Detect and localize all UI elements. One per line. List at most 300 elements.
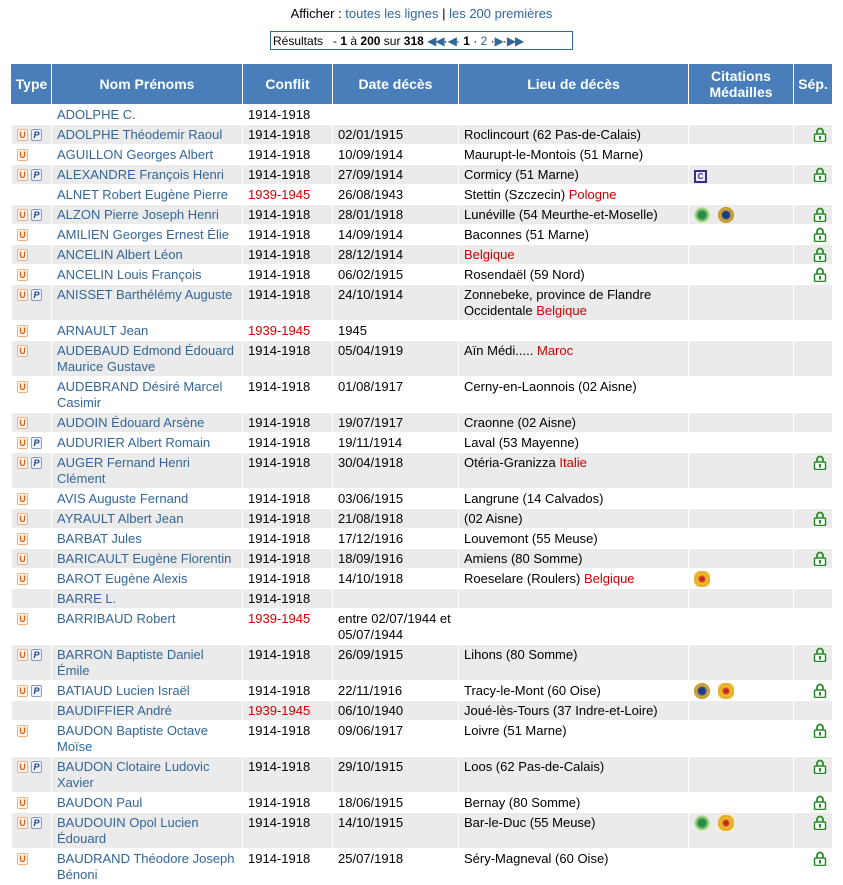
name-cell[interactable] — [52, 489, 243, 509]
all-lines-link[interactable]: toutes les lignes — [345, 6, 439, 21]
u-badge-icon[interactable]: U — [17, 345, 28, 357]
p-badge-icon[interactable]: P — [31, 169, 42, 181]
place-cell — [459, 377, 689, 413]
grave-icon[interactable] — [813, 683, 827, 698]
name-cell[interactable] — [52, 681, 243, 701]
grave-icon[interactable] — [813, 247, 827, 262]
table-row — [12, 433, 833, 453]
citation-icon[interactable]: C — [694, 170, 707, 183]
table-row — [12, 813, 833, 849]
prev-page-icon[interactable]: ◀ — [447, 34, 456, 48]
sep-cell — [794, 849, 833, 885]
conflict-value: 1914-1918 — [248, 531, 311, 546]
u-badge-icon[interactable]: U — [17, 209, 28, 221]
date-cell — [333, 165, 459, 185]
next-page-icon[interactable]: ▶ — [494, 34, 503, 48]
date-cell — [333, 245, 459, 265]
death-place: Langrune (14 Calvados) — [464, 491, 604, 506]
grave-icon[interactable] — [813, 267, 827, 282]
name-cell[interactable] — [52, 793, 243, 813]
u-badge-icon[interactable]: U — [17, 169, 28, 181]
conflict-value: 1914-1918 — [248, 455, 311, 470]
p-badge-icon[interactable]: P — [31, 761, 42, 773]
sep-cell — [794, 549, 833, 569]
death-place: Loos (62 Pas-de-Calais) — [464, 759, 605, 774]
grave-icon[interactable] — [813, 127, 827, 142]
croix-de-guerre-icon[interactable] — [694, 207, 710, 223]
u-badge-icon[interactable]: U — [17, 249, 28, 261]
conflict-value: 1939-1945 — [248, 323, 311, 338]
medals-cell — [689, 701, 794, 721]
place-cell — [459, 225, 689, 245]
p-badge-icon[interactable]: P — [31, 685, 42, 697]
name-cell[interactable] — [52, 589, 243, 609]
death-date: 18/09/1916 — [338, 551, 404, 566]
u-badge-icon[interactable]: U — [17, 533, 28, 545]
sep-cell — [794, 185, 833, 205]
death-country: Belgique — [536, 303, 587, 318]
u-badge-icon[interactable]: U — [17, 513, 28, 525]
medals-cell — [689, 793, 794, 813]
person-name[interactable]: AGUILLON Georges Albert — [57, 147, 214, 162]
gold-cross-icon[interactable] — [718, 683, 734, 699]
conflict-value: 1914-1918 — [248, 167, 311, 182]
type-cell — [12, 413, 52, 433]
lock-icon — [813, 759, 827, 774]
place-cell — [459, 793, 689, 813]
place-cell — [459, 645, 689, 681]
results-label: Résultats — [273, 34, 324, 48]
table-row — [12, 285, 833, 321]
person-name[interactable]: AMILIEN Georges Ernest Élie — [57, 227, 229, 242]
u-badge-icon[interactable]: U — [17, 613, 28, 625]
col-death-place[interactable]: Lieu de décès — [459, 64, 689, 105]
name-cell[interactable] — [52, 757, 243, 793]
death-place: Laval (53 Mayenne) — [464, 435, 579, 450]
lock-icon — [813, 511, 827, 526]
type-cell — [12, 205, 52, 225]
date-cell — [333, 569, 459, 589]
name-cell[interactable] — [52, 609, 243, 645]
p-badge-icon[interactable]: P — [31, 437, 42, 449]
type-cell — [12, 645, 52, 681]
medals-cell — [689, 285, 794, 321]
medals-cell — [689, 225, 794, 245]
table-row — [12, 125, 833, 145]
person-name[interactable]: BAUDRAND Théodore Joseph Bénoni — [57, 851, 235, 882]
grave-icon[interactable] — [813, 551, 827, 566]
name-cell[interactable] — [52, 145, 243, 165]
date-cell — [333, 321, 459, 341]
death-place: (02 Aisne) — [464, 511, 523, 526]
p-badge-icon[interactable]: P — [31, 817, 42, 829]
grave-icon[interactable] — [813, 167, 827, 182]
conflict-value: 1914-1918 — [248, 591, 311, 606]
place-cell — [459, 245, 689, 265]
date-cell — [333, 721, 459, 757]
death-country: Pologne — [568, 187, 617, 202]
person-name[interactable]: BARBAT Jules — [57, 531, 142, 546]
conflict-value: 1914-1918 — [248, 287, 311, 302]
person-name[interactable]: AUDEBAUD Edmond Édouard Maurice Gustave — [57, 343, 235, 374]
name-cell[interactable] — [52, 701, 243, 721]
type-cell — [12, 509, 52, 529]
place-cell — [459, 757, 689, 793]
sep-cell — [794, 321, 833, 341]
place-cell — [459, 569, 689, 589]
table-row — [12, 529, 833, 549]
conflict-cell — [243, 125, 333, 145]
conflict-value: 1914-1918 — [248, 343, 311, 358]
u-badge-icon[interactable]: U — [17, 269, 28, 281]
u-badge-icon[interactable]: U — [17, 797, 28, 809]
conflict-value: 1914-1918 — [248, 571, 311, 586]
u-badge-icon[interactable]: U — [17, 853, 28, 865]
conflict-value: 1914-1918 — [248, 851, 311, 866]
medals-cell — [689, 681, 794, 701]
death-place: Louvemont (55 Meuse) — [464, 531, 598, 546]
u-badge-icon[interactable]: U — [17, 725, 28, 737]
place-cell — [459, 205, 689, 225]
grave-icon[interactable] — [813, 511, 827, 526]
person-name[interactable]: AUDOIN Édouard Arsène — [57, 415, 205, 430]
place-cell — [459, 145, 689, 165]
person-name[interactable]: ADOLPHE C. — [57, 107, 136, 122]
name-cell[interactable] — [52, 225, 243, 245]
name-cell[interactable] — [52, 453, 243, 489]
death-date: 01/08/1917 — [338, 379, 404, 394]
death-place: Otéria-Granizza — [464, 455, 560, 470]
date-cell — [333, 205, 459, 225]
type-cell — [12, 589, 52, 609]
u-badge-icon[interactable]: U — [17, 761, 28, 773]
col-citations-line1: Citations — [711, 68, 771, 84]
lock-icon — [813, 167, 827, 182]
date-cell — [333, 529, 459, 549]
p-badge-icon[interactable]: P — [31, 457, 42, 469]
conflict-cell — [243, 285, 333, 321]
person-name[interactable]: BARRE L. — [57, 591, 117, 606]
lock-icon — [813, 683, 827, 698]
date-cell — [333, 185, 459, 205]
name-cell[interactable] — [52, 377, 243, 413]
u-badge-icon[interactable]: U — [17, 325, 28, 337]
person-name[interactable]: ALEXANDRE François Henri — [57, 167, 224, 182]
person-name[interactable]: AUGER Fernand Henri Clément — [57, 455, 190, 486]
conflict-value: 1914-1918 — [248, 491, 311, 506]
table-row — [12, 701, 833, 721]
u-badge-icon[interactable]: U — [17, 289, 28, 301]
name-cell[interactable] — [52, 105, 243, 125]
death-date: 25/07/1918 — [338, 851, 404, 866]
u-badge-icon[interactable]: U — [17, 437, 28, 449]
conflict-value: 1914-1918 — [248, 415, 311, 430]
grave-icon[interactable] — [813, 851, 827, 866]
grave-icon[interactable] — [813, 207, 827, 222]
conflict-value: 1914-1918 — [248, 551, 311, 566]
col-type[interactable]: Type — [12, 64, 52, 105]
sep-cell — [794, 265, 833, 285]
sep-cell — [794, 793, 833, 813]
type-cell — [12, 225, 52, 245]
person-name[interactable]: ANCELIN Albert Léon — [57, 247, 183, 262]
u-badge-icon[interactable]: U — [17, 417, 28, 429]
name-cell[interactable] — [52, 721, 243, 757]
place-cell — [459, 341, 689, 377]
person-name[interactable]: AUDEBRAND Désiré Marcel Casimir — [57, 379, 223, 410]
sep-cell — [794, 413, 833, 433]
gold-cross-icon[interactable] — [694, 571, 710, 587]
medals-cell — [689, 509, 794, 529]
lock-icon — [813, 551, 827, 566]
u-badge-icon[interactable]: U — [17, 457, 28, 469]
type-cell — [12, 377, 52, 413]
date-cell — [333, 265, 459, 285]
death-place: Joué-lès-Tours (37 Indre-et-Loire) — [464, 703, 658, 718]
name-cell[interactable] — [52, 549, 243, 569]
conflict-cell — [243, 793, 333, 813]
name-cell[interactable] — [52, 645, 243, 681]
table-row — [12, 321, 833, 341]
sep-cell — [794, 645, 833, 681]
u-badge-icon[interactable]: U — [17, 573, 28, 585]
first-page-icon[interactable]: ◀◀ — [427, 34, 444, 48]
date-cell — [333, 433, 459, 453]
name-cell[interactable] — [52, 413, 243, 433]
type-cell — [12, 165, 52, 185]
death-date: 27/09/1914 — [338, 167, 404, 182]
croix-de-guerre-icon[interactable] — [694, 815, 710, 831]
page-2-link[interactable]: 2 — [480, 34, 488, 48]
table-row — [12, 609, 833, 645]
person-name[interactable]: BAROT Eugène Alexis — [57, 571, 188, 586]
medals-cell — [689, 813, 794, 849]
place-cell — [459, 185, 689, 205]
grave-icon[interactable] — [813, 227, 827, 242]
name-cell[interactable] — [52, 165, 243, 185]
name-cell[interactable] — [52, 321, 243, 341]
first-200-link[interactable]: les 200 premières — [449, 6, 553, 21]
death-date: 30/04/1918 — [338, 455, 404, 470]
name-cell[interactable] — [52, 509, 243, 529]
death-place: Aïn Médi..... — [464, 343, 537, 358]
lock-icon — [813, 207, 827, 222]
u-badge-icon[interactable]: U — [17, 553, 28, 565]
table-row — [12, 145, 833, 165]
results-total: 318 — [403, 34, 424, 48]
col-conflict[interactable]: Conflit — [243, 64, 333, 105]
death-place: Maurupt-le-Montois (51 Marne) — [464, 147, 644, 162]
conflict-cell — [243, 701, 333, 721]
name-cell[interactable] — [52, 265, 243, 285]
death-place: Bar-le-Duc (55 Meuse) — [464, 815, 596, 830]
person-name[interactable]: BARRON Baptiste Daniel Émile — [57, 647, 204, 678]
sep-cell — [794, 125, 833, 145]
current-page: 1 — [463, 34, 470, 48]
death-country: Belgique — [583, 571, 635, 586]
col-death-date[interactable]: Date décès — [333, 64, 459, 105]
u-badge-icon[interactable]: U — [17, 149, 28, 161]
name-cell[interactable] — [52, 529, 243, 549]
p-badge-icon[interactable]: P — [31, 129, 42, 141]
sep-cell — [794, 105, 833, 125]
conflict-cell — [243, 589, 333, 609]
person-name[interactable]: ADOLPHE Théodemir Raoul — [57, 127, 223, 142]
place-cell — [459, 265, 689, 285]
sep-cell — [794, 589, 833, 609]
death-date: 19/07/1917 — [338, 415, 404, 430]
conflict-cell — [243, 377, 333, 413]
conflict-cell — [243, 413, 333, 433]
sep-cell — [794, 285, 833, 321]
person-name[interactable]: AUDURIER Albert Romain — [57, 435, 211, 450]
person-name[interactable]: BAUDON Clotaire Ludovic Xavier — [57, 759, 210, 790]
grave-icon[interactable] — [813, 723, 827, 738]
date-cell — [333, 341, 459, 377]
table-body — [12, 105, 833, 885]
person-name[interactable]: ANISSET Barthélémy Auguste — [57, 287, 233, 302]
place-cell — [459, 285, 689, 321]
name-cell[interactable] — [52, 285, 243, 321]
person-name[interactable]: BAUDON Paul — [57, 795, 143, 810]
medals-cell — [689, 453, 794, 489]
death-place: Roclincourt (62 Pas-de-Calais) — [464, 127, 642, 142]
medals-cell — [689, 589, 794, 609]
sep-cell — [794, 377, 833, 413]
u-badge-icon[interactable]: U — [17, 685, 28, 697]
name-cell[interactable] — [52, 125, 243, 145]
person-name[interactable]: BAUDON Baptiste Octave Moïse — [57, 723, 208, 754]
death-place: Zonnebeke, province de Flandre Occidentale — [464, 287, 652, 318]
sep-cell — [794, 757, 833, 793]
place-cell — [459, 433, 689, 453]
person-name[interactable]: BAUDIFFIER André — [57, 703, 172, 718]
death-date: 14/09/1914 — [338, 227, 404, 242]
date-cell — [333, 225, 459, 245]
person-name[interactable]: AVIS Auguste Fernand — [57, 491, 189, 506]
lock-icon — [813, 247, 827, 262]
conflict-value: 1914-1918 — [248, 247, 311, 262]
death-place: Bernay (80 Somme) — [464, 795, 581, 810]
person-name[interactable]: BARICAULT Eugène Florentin — [57, 551, 232, 566]
results-pager: Résultats - 1 à 200 sur 318 ◀◀·◀· 1 · 2 ·▶·▶▶ — [270, 31, 573, 50]
conflict-value: 1939-1945 — [248, 187, 311, 202]
col-name[interactable]: Nom Prénoms — [52, 64, 243, 105]
death-date: 09/06/1917 — [338, 723, 404, 738]
person-name[interactable]: ARNAULT Jean — [57, 323, 149, 338]
date-cell — [333, 757, 459, 793]
sep-cell — [794, 701, 833, 721]
name-cell[interactable] — [52, 433, 243, 453]
name-cell[interactable] — [52, 569, 243, 589]
medaille-militaire-icon[interactable] — [694, 683, 710, 699]
grave-icon[interactable] — [813, 455, 827, 470]
person-name[interactable]: ANCELIN Louis François — [57, 267, 202, 282]
u-badge-icon[interactable]: U — [17, 649, 28, 661]
person-name[interactable]: ALZON Pierre Joseph Henri — [57, 207, 219, 222]
grave-icon[interactable] — [813, 815, 827, 830]
table-row — [12, 489, 833, 509]
col-sep[interactable]: Sép. — [794, 64, 833, 105]
medals-cell — [689, 529, 794, 549]
p-badge-icon[interactable]: P — [31, 289, 42, 301]
table-row — [12, 413, 833, 433]
name-cell[interactable] — [52, 245, 243, 265]
conflict-value: 1914-1918 — [248, 127, 311, 142]
conflict-value: 1914-1918 — [248, 759, 311, 774]
place-cell — [459, 721, 689, 757]
death-place: Lunéville (54 Meurthe-et-Moselle) — [464, 207, 658, 222]
lock-icon — [813, 455, 827, 470]
person-name[interactable]: BATIAUD Lucien Israël — [57, 683, 190, 698]
person-name[interactable]: ALNET Robert Eugène Pierre — [57, 187, 229, 202]
death-date: 06/02/1915 — [338, 267, 404, 282]
table-row — [12, 265, 833, 285]
name-cell[interactable] — [52, 849, 243, 885]
table-row — [12, 849, 833, 885]
death-place: Stettin (Szczecin) — [464, 187, 569, 202]
conflict-value: 1914-1918 — [248, 267, 311, 282]
death-date: 14/10/1915 — [338, 815, 404, 830]
col-citations[interactable] — [689, 64, 794, 105]
last-page-icon[interactable]: ▶▶ — [506, 34, 524, 48]
conflict-cell — [243, 849, 333, 885]
grave-icon[interactable] — [813, 759, 827, 774]
name-cell[interactable] — [52, 341, 243, 377]
table-header-row — [12, 64, 833, 105]
name-cell[interactable] — [52, 813, 243, 849]
u-badge-icon[interactable]: U — [17, 817, 28, 829]
person-name[interactable]: BARRIBAUD Robert — [57, 611, 176, 626]
display-options — [0, 0, 843, 26]
u-badge-icon[interactable]: U — [17, 129, 28, 141]
p-badge-icon[interactable]: P — [31, 649, 42, 661]
sep-cell — [794, 721, 833, 757]
type-cell — [12, 321, 52, 341]
sep-cell — [794, 433, 833, 453]
conflict-cell — [243, 245, 333, 265]
medaille-militaire-icon[interactable] — [718, 207, 734, 223]
death-date: 29/10/1915 — [338, 759, 404, 774]
date-cell — [333, 813, 459, 849]
grave-icon[interactable] — [813, 795, 827, 810]
date-cell — [333, 681, 459, 701]
person-name[interactable]: BAUDOUIN Opol Lucien Édouard — [57, 815, 199, 846]
medals-cell — [689, 105, 794, 125]
u-badge-icon[interactable]: U — [17, 493, 28, 505]
sep-cell — [794, 205, 833, 225]
u-badge-icon[interactable]: U — [17, 229, 28, 241]
name-cell[interactable] — [52, 185, 243, 205]
death-date: 18/06/1915 — [338, 795, 404, 810]
death-place: Craonne (02 Aisne) — [464, 415, 577, 430]
name-cell[interactable] — [52, 205, 243, 225]
medals-cell — [689, 849, 794, 885]
gold-cross-icon[interactable] — [718, 815, 734, 831]
conflict-value: 1914-1918 — [248, 379, 311, 394]
type-cell — [12, 609, 52, 645]
type-cell — [12, 721, 52, 757]
link-separator: | — [438, 6, 450, 21]
person-name[interactable]: AYRAULT Albert Jean — [57, 511, 184, 526]
medals-cell — [689, 165, 794, 185]
conflict-value: 1939-1945 — [248, 611, 311, 626]
p-badge-icon[interactable]: P — [31, 209, 42, 221]
place-cell — [459, 509, 689, 529]
medals-cell — [689, 205, 794, 225]
u-badge-icon[interactable]: U — [17, 381, 28, 393]
grave-icon[interactable] — [813, 647, 827, 662]
